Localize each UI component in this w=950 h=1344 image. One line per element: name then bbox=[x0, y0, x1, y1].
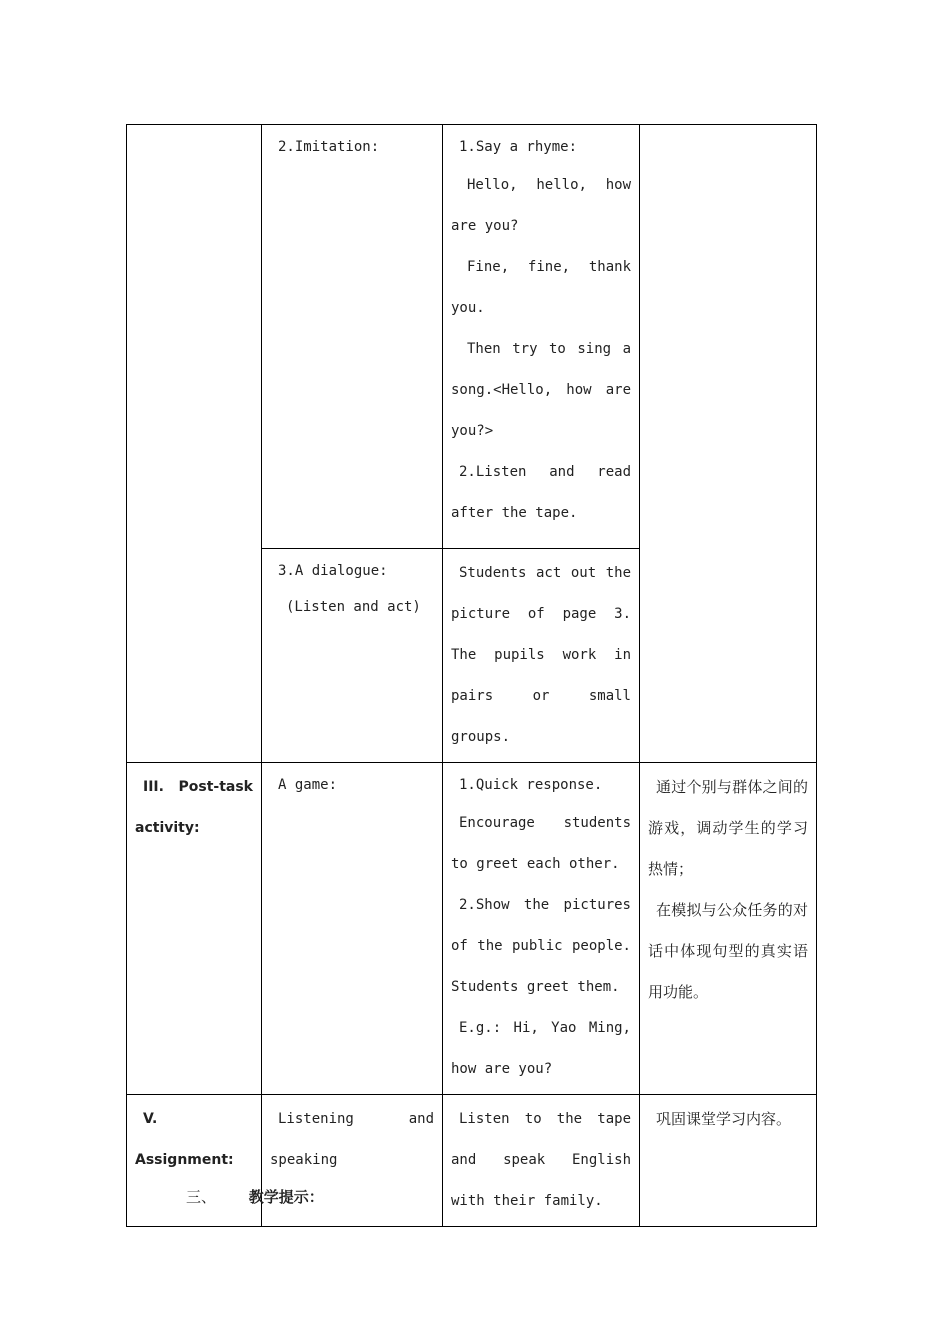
activity-line: Then try to sing a song.<Hello, how are you?> bbox=[451, 341, 631, 439]
step-label: 2.Imitation: bbox=[278, 139, 380, 155]
step-label: Listening and speaking bbox=[270, 1111, 434, 1168]
activity-line: 1.Say a rhyme: bbox=[459, 139, 578, 155]
section-title: 教学提示： bbox=[248, 1188, 324, 1206]
section-number: 三、 bbox=[186, 1188, 217, 1206]
purpose-cell bbox=[640, 763, 817, 1095]
step-label: A game: bbox=[278, 777, 338, 793]
activity-line: E.g.: Hi, Yao Ming, how are you? bbox=[451, 1020, 631, 1077]
activity-line: Students act out the picture of page 3. The pupils work in pairs or small groups. bbox=[451, 565, 631, 745]
section-heading bbox=[186, 1186, 324, 1207]
activity-line: 1.Quick response. bbox=[459, 777, 603, 793]
step-cell bbox=[262, 763, 443, 1095]
stage-cell bbox=[127, 763, 262, 1095]
purpose-line: 巩固课堂学习内容。 bbox=[656, 1110, 792, 1128]
activity-line: Fine, fine, thank you. bbox=[451, 259, 631, 316]
activity-line: Encourage students to greet each other. bbox=[451, 815, 631, 872]
activity-line: Hello, hello, how are you? bbox=[451, 177, 631, 234]
activity-line: 2.Listen and read after the tape. bbox=[451, 464, 631, 521]
step-cell bbox=[262, 125, 443, 549]
table-row bbox=[127, 763, 817, 1095]
activity-cell bbox=[443, 1095, 640, 1227]
purpose-cell bbox=[640, 1095, 817, 1227]
activity-cell bbox=[443, 549, 640, 763]
purpose-line: 通过个别与群体之间的游戏，调动学生的学习热情； bbox=[648, 778, 808, 878]
activity-line: Listen to the tape and speak English with their family. bbox=[451, 1111, 631, 1209]
activity-cell bbox=[443, 763, 640, 1095]
purpose-cell bbox=[640, 125, 817, 763]
activity-line: 2.Show the pictures of the public people. Students greet them. bbox=[451, 897, 631, 995]
step-cell bbox=[262, 549, 443, 763]
activity-cell bbox=[443, 125, 640, 549]
step-label: 3.A dialogue: bbox=[278, 563, 388, 579]
stage-label: III. Post-task activity: bbox=[135, 779, 253, 836]
step-label: (Listen and act) bbox=[286, 599, 421, 615]
table-row bbox=[127, 125, 817, 549]
stage-label: V. Assignment: bbox=[135, 1111, 234, 1168]
purpose-line: 在模拟与公众任务的对话中体现句型的真实语用功能。 bbox=[648, 901, 808, 1001]
lesson-plan-table bbox=[126, 124, 817, 1227]
stage-cell bbox=[127, 125, 262, 763]
